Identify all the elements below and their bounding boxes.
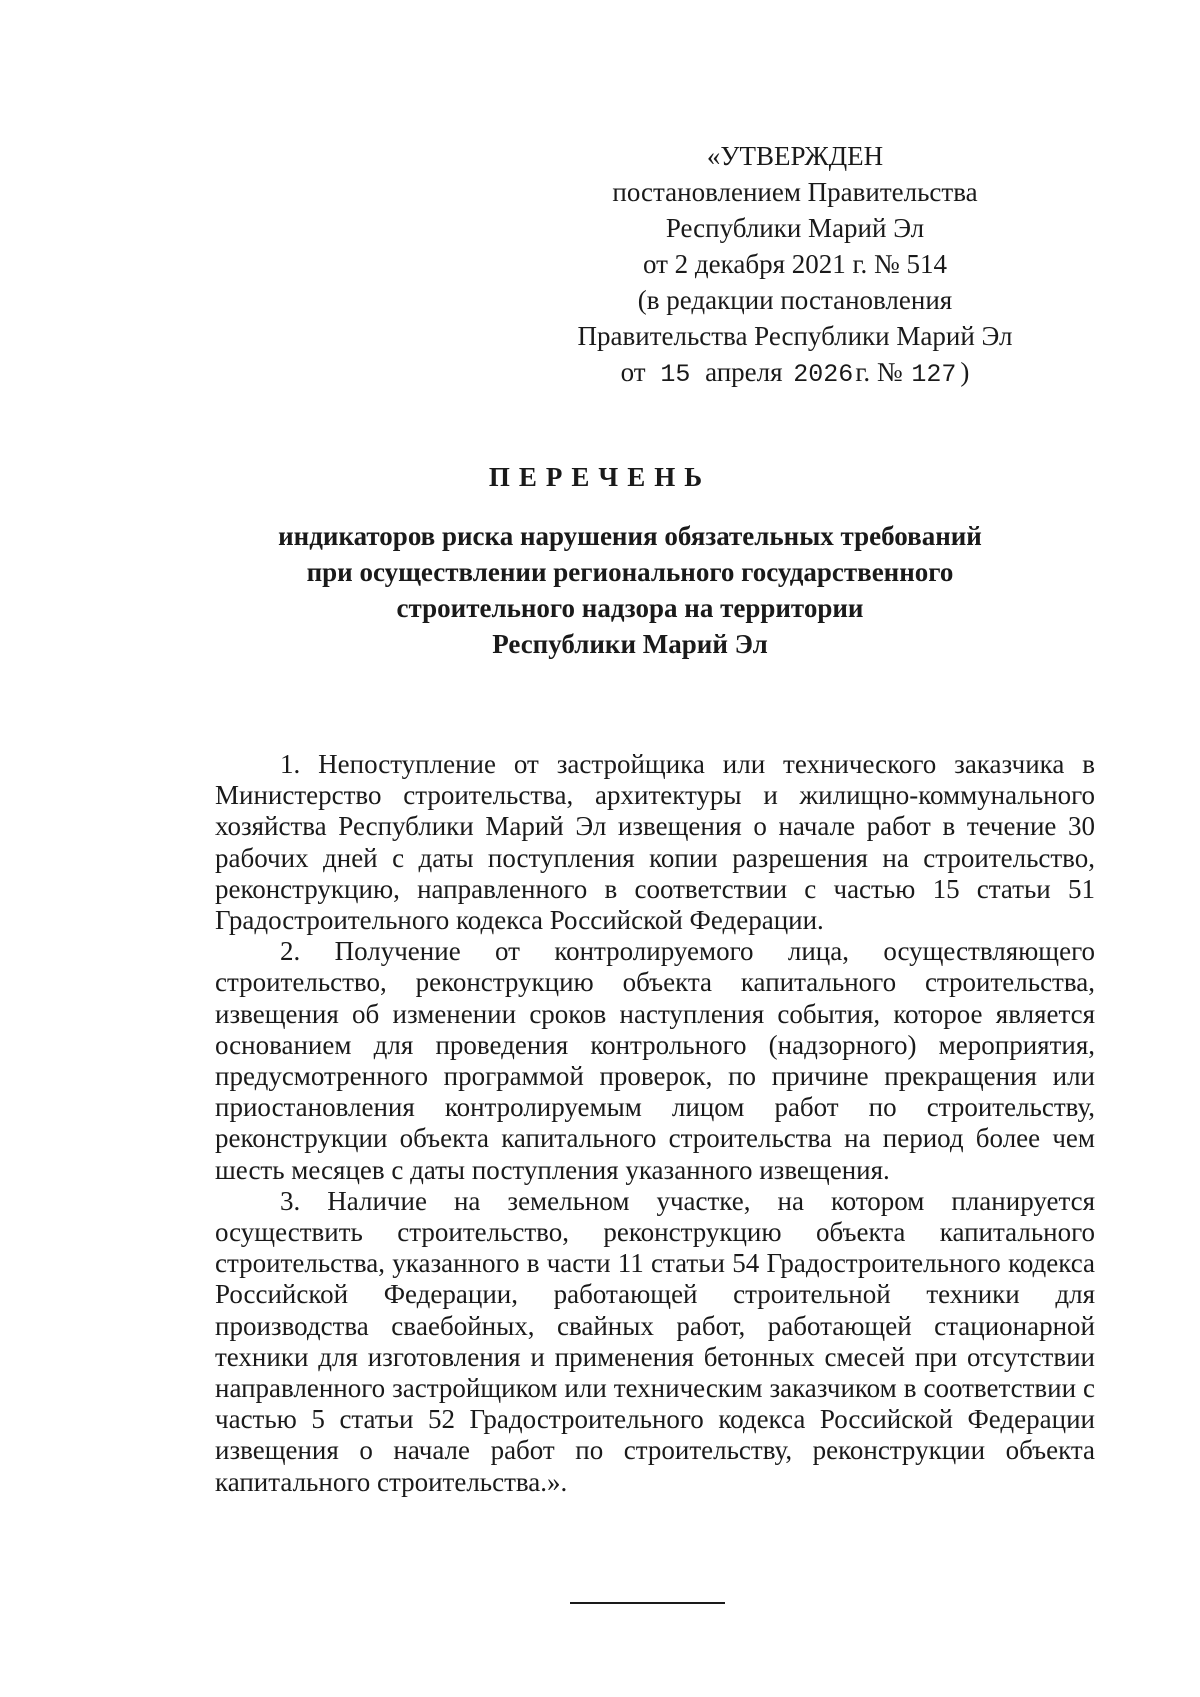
subtitle-line: Республики Марий Эл <box>492 629 768 659</box>
approval-line: (в редакции постановления <box>637 285 953 315</box>
amendment-number-label: г. № <box>855 357 903 387</box>
approval-stamp-block <box>560 138 1030 393</box>
amendment-month: апреля <box>705 357 783 387</box>
list-item: 3. Наличие на земельном участке, на котором планируется осуществить строительство, реконструкцию объекта капитального строительства, указанного в части 11 статьи 54 Градостроительного кодекса Российской Федерации, работающей строительной техники для производства свaебойных, свайных работ, работающей стационарной техники для изготовления и применения бетонных смесей при отсутствии направленного застройщиком или техническим заказчиком в соответствии с частью 5 статьи 52 Градостроительного кодекса Российской Федерации извещения о начале работ по строительству, реконструкции объекта капитального строительства.». <box>215 1185 1095 1497</box>
document-body <box>215 749 1095 1498</box>
subtitle-line: индикаторов риска нарушения обязательных требований <box>278 521 982 551</box>
approval-line: постановлением Правительства <box>612 177 978 207</box>
list-item: 1. Непоступление от застройщика или технического заказчика в Министерство строительства, архитектуры и жилищно-коммунального хозяйства Республики Марий Эл извещения о начале работ в течение 30 рабочих дней с даты поступления копии разрешения на строительство, реконструкцию, направленного в соответствии с частью 15 статьи 51 Градостроительного кодекса Российской Федерации. <box>215 749 1095 936</box>
approval-line: от 2 декабря 2021 г. № 514 <box>642 249 948 279</box>
amendment-prefix: от <box>620 357 646 387</box>
approval-line: «УТВЕРЖДЕН <box>706 141 884 171</box>
document-title: ПЕРЕЧЕНЬ <box>488 462 712 492</box>
amendment-year: 2026 <box>793 360 854 389</box>
approval-line: Правительства Республики Марий Эл <box>577 321 1013 351</box>
subtitle-line: при осуществлении регионального государственного <box>306 557 954 587</box>
approval-line: Республики Марий Эл <box>665 213 925 243</box>
list-item: 2. Получение от контролируемого лица, осуществляющего строительство, реконструкцию объекта капитального строительства, извещения об изменении сроков наступления события, которое является основанием для проведения контрольного (надзорного) мероприятия, предусмотренного программой проверок, по причине прекращения или приостановления контролируемым лицом работ по строительству, реконструкции объекта капитального строительства на период более чем шесть месяцев с даты поступления указанного извещения. <box>215 936 1095 1185</box>
document-subtitle <box>200 518 1060 662</box>
amendment-suffix: ) <box>960 357 970 387</box>
closing-divider <box>570 1602 725 1604</box>
amendment-day: 15 <box>660 360 691 389</box>
subtitle-line: строительного надзора на территории <box>396 593 864 623</box>
amendment-date-line <box>560 354 1030 393</box>
amendment-number: 127 <box>911 360 957 389</box>
